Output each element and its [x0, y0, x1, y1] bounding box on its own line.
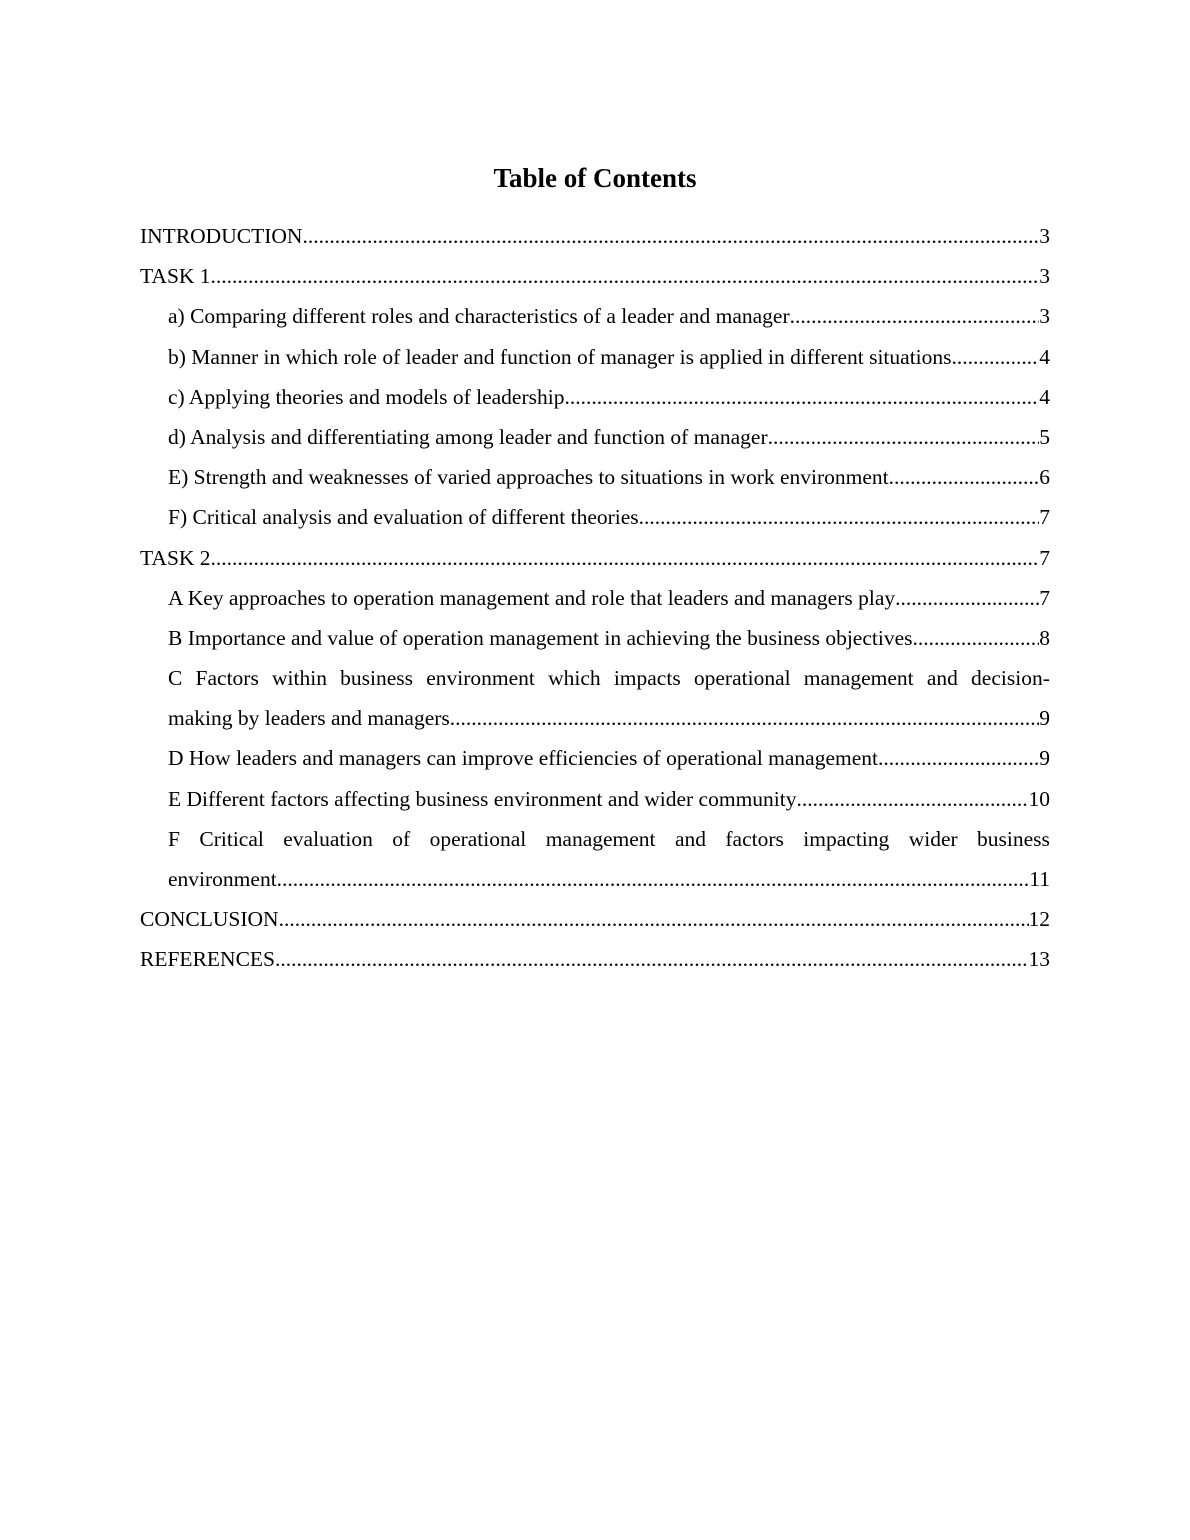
toc-entry-label-line-2 [168, 698, 1050, 738]
toc-page-number: 3 [1039, 224, 1050, 248]
word: F [168, 826, 180, 851]
word: impacting [803, 826, 890, 851]
toc-entry-task-1-a[interactable] [168, 296, 1050, 336]
dot-leader [275, 939, 1029, 979]
toc-entry-task-1-c[interactable] [168, 377, 1050, 417]
toc-entry-references[interactable] [140, 939, 1050, 979]
toc-entry-task-1-e[interactable] [168, 457, 1050, 497]
word: evaluation [283, 826, 373, 851]
toc-entry-label: E Different factors affecting business environment and wider community [168, 786, 797, 811]
toc-entry-label: F) Critical analysis and evaluation of different theories. [168, 505, 645, 530]
toc-entry-task-2[interactable] [140, 538, 1050, 578]
toc-page-number: 4 [1039, 384, 1050, 409]
dot-leader [768, 417, 1040, 457]
toc-entry-label: TASK 1 [140, 264, 211, 289]
toc-entry-task-2-a[interactable] [168, 578, 1050, 618]
toc-entry-label: REFERENCES [140, 947, 275, 972]
word: and [926, 666, 958, 691]
word: within [272, 666, 327, 691]
word: Critical [199, 826, 264, 851]
toc-page-number: 6 [1039, 465, 1050, 490]
toc-entry-task-2-b[interactable] [168, 618, 1050, 658]
toc-entry-conclusion[interactable] [140, 899, 1050, 939]
toc-entry-task-1-d[interactable] [168, 417, 1050, 457]
toc-page-number: 7 [1039, 545, 1050, 570]
toc-entry-label: TASK 2 [140, 545, 211, 570]
toc-entry-label: b) Manner in which role of leader and function of manager is applied in different situations [168, 344, 952, 369]
toc-entry-label-line-2 [168, 859, 1050, 899]
toc-entry-task-1-b[interactable] [168, 337, 1050, 377]
word: decision- [971, 666, 1050, 691]
dot-leader [889, 457, 1040, 497]
dot-leader [211, 256, 1040, 296]
toc-entry-label: a) Comparing different roles and characteristics of a leader and manager [168, 304, 790, 329]
toc-title: Table of Contents [493, 163, 697, 193]
toc-entry-label: d) Analysis and differentiating among leader and function of manager [168, 424, 768, 449]
toc-page-number: 9 [1039, 706, 1050, 731]
toc-entry-label: D How leaders and managers can improve efficiencies of operational management [168, 746, 879, 771]
word: business [340, 666, 414, 691]
dot-leader [450, 698, 1039, 738]
toc-page-number: 8 [1039, 625, 1050, 650]
word: of [392, 826, 411, 851]
toc-entry-label: B Importance and value of operation management in achieving the business objectives [168, 625, 913, 650]
toc-entry-label-line-1 [168, 658, 1050, 698]
word: factors [725, 826, 784, 851]
word: Factors [195, 666, 259, 691]
dot-leader [797, 779, 1029, 819]
toc-page-number: 11 [1029, 867, 1050, 891]
toc-page-number: 13 [1028, 947, 1050, 972]
dot-leader [913, 618, 1040, 658]
word: management [545, 826, 656, 851]
toc-entry-task-1[interactable] [140, 256, 1050, 296]
dot-leader [279, 899, 1029, 939]
toc-entry-label: A Key approaches to operation management and role that leaders and managers play [168, 585, 896, 610]
toc-page-number: 12 [1028, 907, 1050, 932]
toc-list [140, 216, 1050, 980]
dot-leader [644, 497, 1039, 537]
word: management [803, 666, 914, 691]
toc-page-number: 9 [1039, 746, 1050, 771]
toc-page-number: 7 [1039, 585, 1050, 610]
toc-page-number: 3 [1039, 304, 1050, 329]
word: impacts [613, 666, 681, 691]
word: environment [426, 666, 535, 691]
dot-leader [895, 578, 1039, 618]
word: operational [693, 666, 791, 691]
toc-page-number: 7 [1039, 505, 1050, 530]
dot-leader [211, 538, 1040, 578]
toc-entry-task-2-e[interactable] [168, 779, 1050, 819]
toc-entry-label-line-1 [168, 819, 1050, 859]
toc-page-number: 3 [1039, 264, 1050, 289]
toc-entry-task-2-d[interactable] [168, 738, 1050, 778]
toc-entry-label: CONCLUSION [140, 907, 279, 932]
toc-page-number: 4 [1039, 344, 1050, 369]
toc-entry-label: making by leaders and managers [168, 706, 450, 731]
toc-entry-label: environment [168, 867, 277, 891]
dot-leader [302, 216, 1039, 256]
toc-page-number: 10 [1028, 786, 1050, 811]
word: operational [429, 826, 527, 851]
dot-leader [878, 738, 1039, 778]
dot-leader [277, 859, 1030, 899]
toc-entry-introduction[interactable] [140, 216, 1050, 256]
dot-leader [952, 337, 1040, 377]
word: wider [908, 826, 958, 851]
dot-leader [790, 296, 1040, 336]
word: C [168, 666, 183, 691]
word: business [977, 826, 1050, 851]
toc-entry-task-2-c[interactable] [168, 658, 1050, 738]
toc-page-number: 5 [1039, 424, 1050, 449]
toc-entry-label: E) Strength and weaknesses of varied approaches to situations in work environment [168, 465, 889, 490]
toc-entry-label: INTRODUCTION [140, 224, 303, 248]
toc-entry-label: c) Applying theories and models of leadership [168, 384, 565, 409]
toc-entry-task-2-f[interactable] [168, 819, 1050, 899]
word: and [674, 826, 706, 851]
dot-leader [564, 377, 1039, 417]
word: which [548, 666, 601, 691]
toc-entry-task-1-f[interactable] [168, 497, 1050, 537]
